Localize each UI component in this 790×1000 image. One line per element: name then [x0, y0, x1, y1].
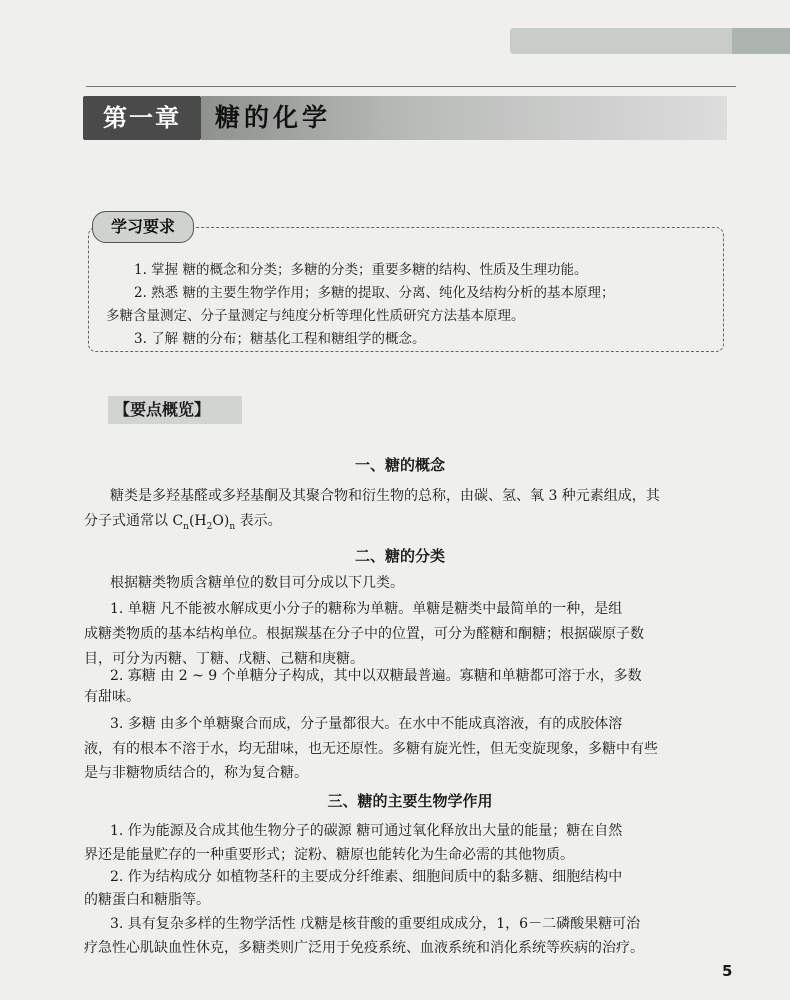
paragraph-line: 2. 作为结构成分 如植物茎秆的主要成分纤维素、细胞间质中的黏多糖、细胞结构中	[110, 869, 623, 885]
paragraph-line: 2. 寡糖 由 2 ~ 9 个单糖分子构成，其中以双糖最普遍。寡糖和单糖都可溶于水，多数	[110, 668, 642, 684]
running-header-tab	[732, 28, 790, 54]
chapter-title: 糖的化学	[201, 96, 727, 140]
paragraph-line: 1. 单糖 凡不能被水解成更小分子的糖称为单糖。单糖是糖类中最简单的一种，是组	[110, 601, 623, 617]
paragraph-line: 成糖类物质的基本结构单位。根据羰基在分子中的位置，可分为醛糖和酮糖；根据碳原子数	[84, 626, 644, 642]
paragraph-line: 疗急性心肌缺血性休克，多糖类则广泛用于免疫系统、血液系统和消化系统等疾病的治疗。	[84, 940, 644, 956]
paragraph-line: 3. 具有复杂多样的生物学活性 戊糖是核苷酸的重要组成成分，1，6－二磷酸果糖可治	[110, 916, 641, 932]
paragraph-line: 是与非糖物质结合的，称为复合糖。	[84, 765, 308, 781]
requirement-item: 3. 了解 糖的分布；糖基化工程和糖组学的概念。	[134, 331, 426, 347]
section-heading: 二、糖的分类	[354, 547, 445, 565]
paragraph-line: 1. 作为能源及合成其他生物分子的碳源 糖可通过氧化释放出大量的能量；糖在自然	[110, 823, 623, 839]
section-heading: 三、糖的主要生物学作用	[327, 792, 493, 810]
learning-requirements-tag: 学习要求	[92, 211, 194, 243]
requirement-item: 1. 掌握 糖的概念和分类；多糖的分类；重要多糖的结构、性质及生理功能。	[134, 262, 588, 278]
paragraph-line: 有甜味。	[84, 689, 140, 705]
requirement-item: 2. 熟悉 糖的主要生物学作用；多糖的提取、分离、纯化及结构分析的基本原理；	[134, 285, 615, 301]
paragraph-line: 分子式通常以 $C_n(H_2O)_n$ 表示。	[84, 513, 282, 532]
paragraph-line: 糖类是多羟基醛或多羟基酮及其聚合物和衍生物的总称，由碳、氢、氧 3 种元素组成，其	[110, 488, 660, 504]
paragraph-line: 的糖蛋白和糖脂等。	[84, 892, 210, 908]
header-rule	[86, 86, 736, 87]
paragraph-line: 根据糖类物质含糖单位的数目可分成以下几类。	[110, 575, 404, 591]
page-number: 5	[722, 962, 733, 980]
key-points-heading: 【要点概览】	[108, 396, 242, 424]
requirement-item: 多糖含量测定、分子量测定与纯度分析等理化性质研究方法基本原理。	[106, 308, 525, 324]
paragraph-line: 目，可分为丙糖、丁糖、戊糖、己糖和庚糖。	[84, 651, 364, 667]
paragraph-line: 液，有的根本不溶于水，均无甜味，也无还原性。多糖有旋光性，但无变旋现象，多糖中有些	[84, 741, 658, 757]
chapter-number: 第一章	[83, 96, 201, 140]
section-heading: 一、糖的概念	[354, 456, 445, 474]
paragraph-line: 界还是能量贮存的一种重要形式；淀粉、糖原也能转化为生命必需的其他物质。	[84, 847, 574, 863]
running-header	[510, 28, 790, 54]
paragraph-line: 3. 多糖 由多个单糖聚合而成，分子量都很大。在水中不能成真溶液，有的成胶体溶	[110, 716, 623, 732]
